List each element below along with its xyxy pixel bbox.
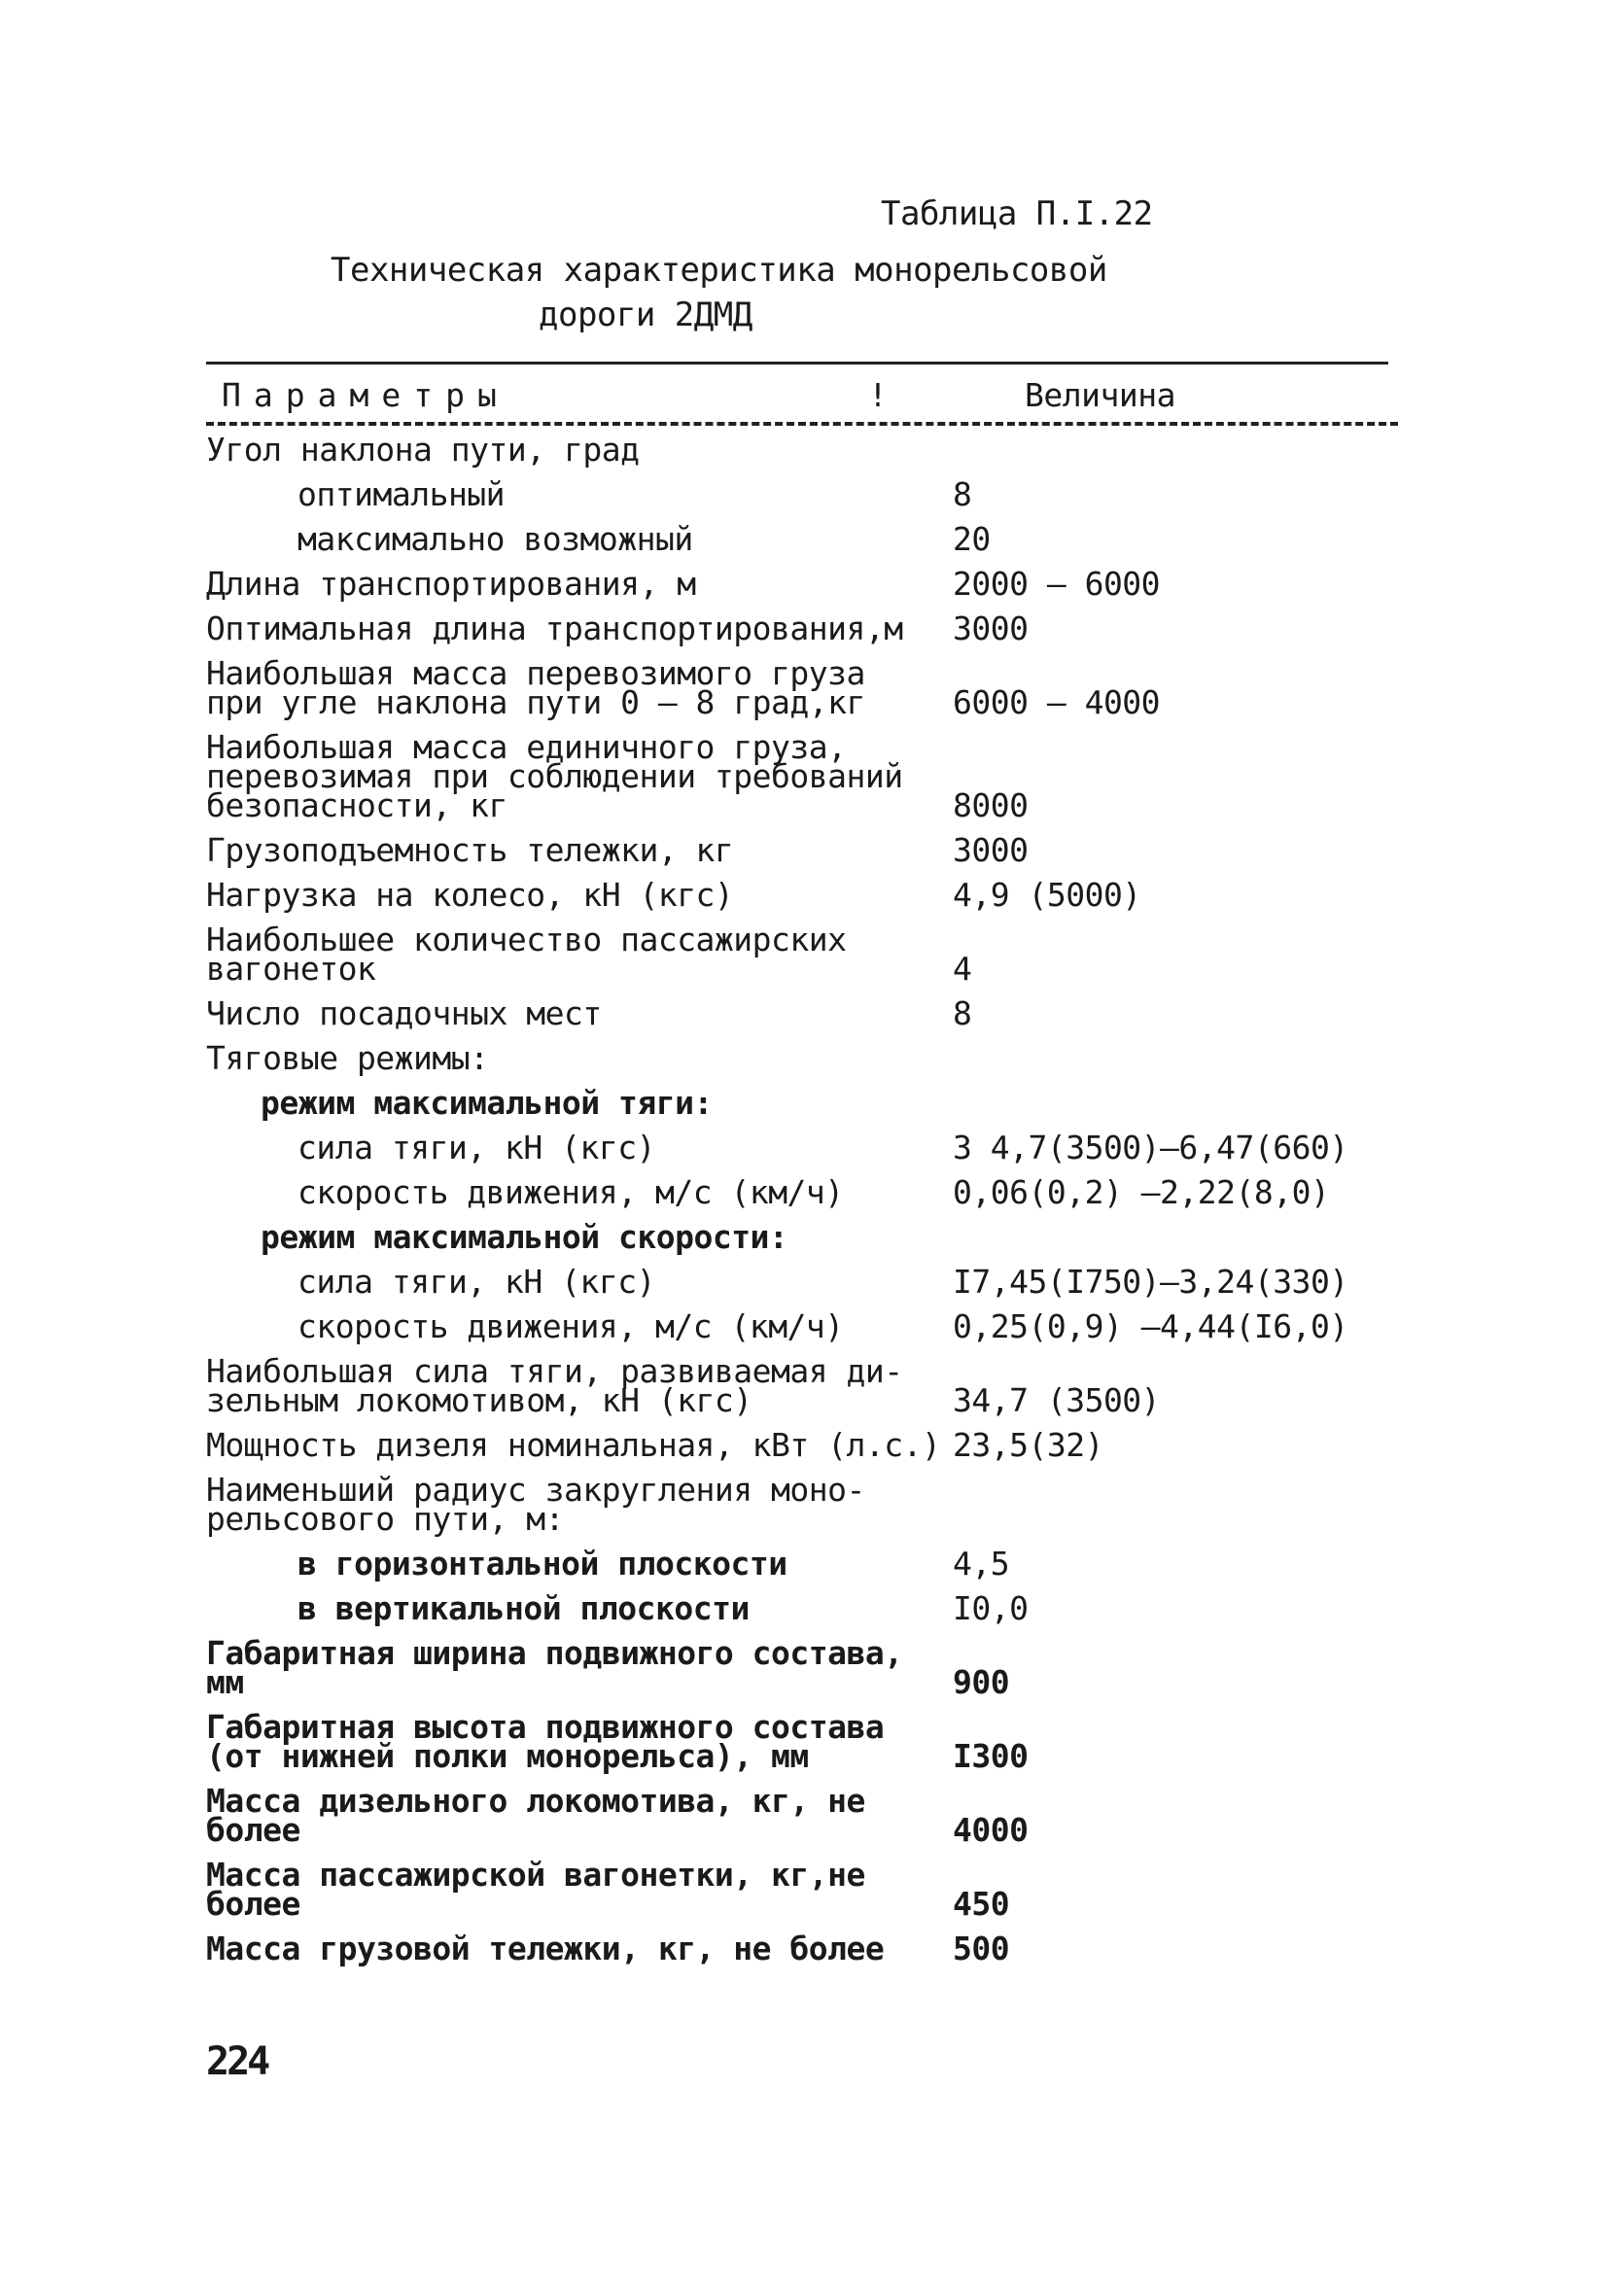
param-text: скорость движения, м/с (км/ч) bbox=[297, 1307, 844, 1345]
value-text: 3000 bbox=[953, 831, 1029, 869]
value-text: 8 bbox=[953, 475, 972, 513]
param-text: Наименьший радиус закругления моно- рельсового пути, м: bbox=[206, 1471, 865, 1538]
value-text: 6000 – 4000 bbox=[953, 683, 1161, 721]
param-text: Мощность дизеля номинальная, кВт (л.с.) bbox=[206, 1426, 941, 1464]
table-title-line-2: дороги 2ДМД bbox=[539, 296, 752, 334]
value-text: 500 bbox=[953, 1930, 1010, 1967]
param-text: Число посадочных мест bbox=[206, 994, 602, 1032]
table-title-line-1: Техническая характеристика монорельсовой bbox=[331, 251, 1107, 290]
param-text: Наибольшая сила тяги, развиваемая ди- зельным локомотивом, кН (кгс) bbox=[206, 1352, 903, 1419]
param-text: Наибольшая масса перевозимого груза при угле наклона пути 0 – 8 град,кг bbox=[206, 654, 865, 721]
value-text: 23,5(32) bbox=[953, 1426, 1103, 1464]
header-parameters: Параметры bbox=[222, 376, 509, 414]
value-text: 8000 bbox=[953, 786, 1029, 824]
value-text: I300 bbox=[953, 1737, 1029, 1775]
param-text: максимально возможный bbox=[297, 520, 693, 558]
value-text: 8 bbox=[953, 994, 972, 1032]
value-text: 20 bbox=[953, 520, 991, 558]
header-dashed-rule bbox=[206, 422, 1398, 426]
value-text: 900 bbox=[953, 1663, 1010, 1701]
param-text: оптимальный bbox=[297, 475, 506, 513]
header-separator: ! bbox=[868, 376, 888, 414]
value-text: 3000 bbox=[953, 609, 1029, 647]
param-text: Угол наклона пути, град bbox=[206, 431, 640, 469]
value-text: I7,45(I750)–3,24(330) bbox=[953, 1263, 1348, 1301]
param-text: в горизонтальной плоскости bbox=[297, 1545, 787, 1583]
value-text: 3 4,7(3500)–6,47(660) bbox=[953, 1129, 1348, 1166]
param-text: в вертикальной плоскости bbox=[297, 1589, 750, 1627]
param-text: Габаритная высота подвижного состава (от нижней полки монорельса), мм bbox=[206, 1708, 885, 1775]
param-text: режим максимальной скорости: bbox=[261, 1218, 788, 1256]
param-text: режим максимальной тяги: bbox=[261, 1084, 713, 1122]
page-number: 224 bbox=[206, 2039, 268, 2084]
table-top-rule bbox=[206, 362, 1388, 365]
param-text: Масса грузовой тележки, кг, не более bbox=[206, 1930, 885, 1967]
param-text: Тяговые режимы: bbox=[206, 1039, 489, 1077]
param-text: Наибольшая масса единичного груза, перевозимая при соблюдении требований безопасности, кг bbox=[206, 728, 903, 824]
param-text: Масса дизельного локомотива, кг, не более bbox=[206, 1782, 865, 1849]
param-text: Нагрузка на колесо, кН (кгс) bbox=[206, 876, 734, 914]
value-text: 0,06(0,2) –2,22(8,0) bbox=[953, 1173, 1330, 1211]
value-text: 4,9 (5000) bbox=[953, 876, 1141, 914]
param-text: Наибольшее количество пассажирских вагонеток bbox=[206, 921, 847, 988]
param-text: Грузоподъемность тележки, кг bbox=[206, 831, 734, 869]
param-text: сила тяги, кН (кгс) bbox=[297, 1263, 655, 1301]
param-text: сила тяги, кН (кгс) bbox=[297, 1129, 655, 1166]
param-text: Масса пассажирской вагонетки, кг,не более bbox=[206, 1856, 865, 1923]
table-label: Таблица П.I.22 bbox=[881, 194, 1153, 233]
value-text: 450 bbox=[953, 1885, 1010, 1923]
header-value: Величина bbox=[1025, 376, 1175, 414]
value-text: 4000 bbox=[953, 1811, 1029, 1849]
value-text: 4 bbox=[953, 950, 972, 988]
param-text: Оптимальная длина транспортирования,м bbox=[206, 609, 903, 647]
value-text: 0,25(0,9) –4,44(I6,0) bbox=[953, 1307, 1348, 1345]
param-text: Габаритная ширина подвижного состава, мм bbox=[206, 1634, 903, 1701]
value-text: I0,0 bbox=[953, 1589, 1029, 1627]
value-text: 4,5 bbox=[953, 1545, 1010, 1583]
value-text: 34,7 (3500) bbox=[953, 1381, 1161, 1419]
param-text: скорость движения, м/с (км/ч) bbox=[297, 1173, 844, 1211]
param-text: Длина транспортирования, м bbox=[206, 565, 696, 603]
value-text: 2000 – 6000 bbox=[953, 565, 1161, 603]
